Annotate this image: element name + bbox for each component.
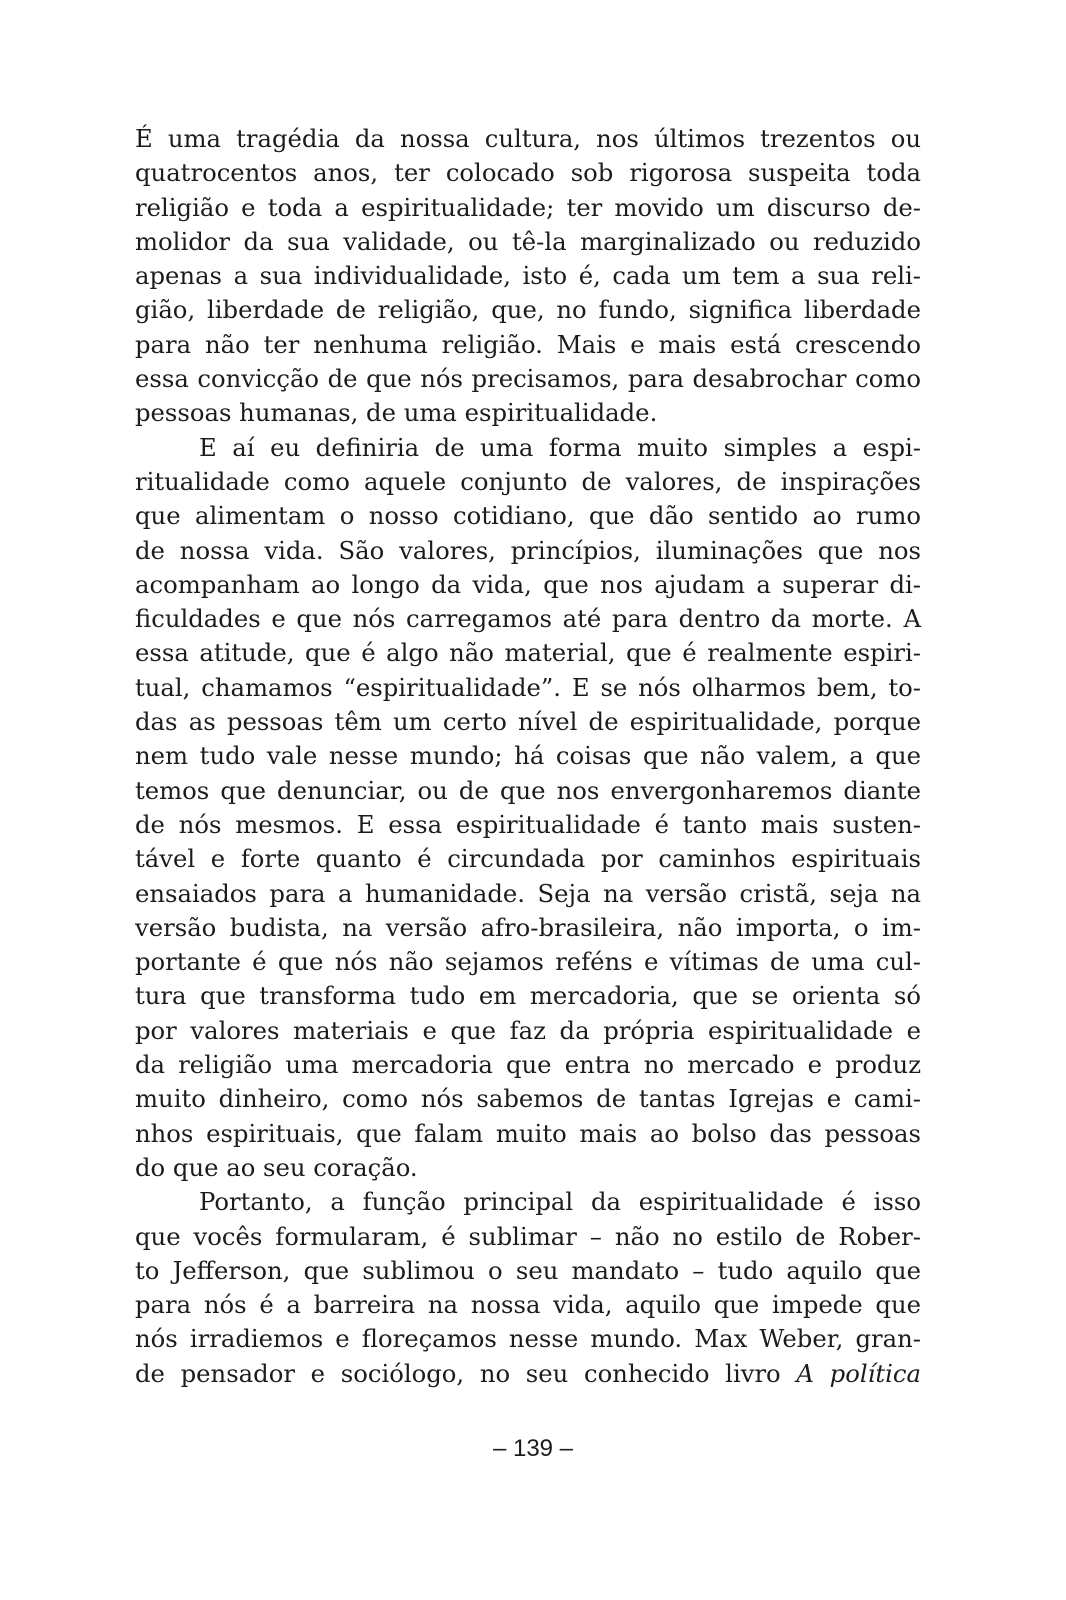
text-line: religião e toda a espiritualidade; ter movido um discurso de- bbox=[135, 192, 921, 222]
paragraph-3 bbox=[135, 1185, 921, 1391]
text-line: tual, chamamos “espiritualidade”. E se nós olharmos bem, to- bbox=[135, 672, 921, 702]
text-line: portante é que nós não sejamos reféns e vítimas de uma cul- bbox=[135, 947, 921, 977]
text-line: das as pessoas têm um certo nível de espiritualidade, porque bbox=[135, 707, 921, 737]
paragraph-2 bbox=[135, 431, 921, 1186]
text-line: que vocês formularam, é sublimar – não no estilo de Rober- bbox=[135, 1221, 921, 1251]
book-title-italic: A política bbox=[796, 1358, 921, 1388]
text-line: nem tudo vale nesse mundo; há coisas que não valem, a que bbox=[135, 741, 921, 771]
text-line: to Jefferson, que sublimou o seu mandato – tudo aquilo que bbox=[135, 1255, 921, 1285]
text-line: pessoas humanas, de uma espiritualidade. bbox=[135, 398, 658, 428]
text-line: ritualidade como aquele conjunto de valores, de inspirações bbox=[135, 466, 921, 496]
text-line: molidor da sua validade, ou tê-la marginalizado ou reduzido bbox=[135, 226, 921, 256]
text-line: tura que transforma tudo em mercadoria, que se orienta só bbox=[135, 981, 921, 1011]
text-line-final-roman: de pensador e sociólogo, no seu conhecido livro bbox=[135, 1358, 781, 1388]
text-line: muito dinheiro, como nós sabemos de tantas Igrejas e cami- bbox=[135, 1084, 921, 1114]
text-line: essa convicção de que nós precisamos, para desabrochar como bbox=[135, 364, 921, 394]
text-line: temos que denunciar, ou de que nos envergonharemos diante bbox=[135, 775, 921, 805]
text-line: por valores materiais e que faz da própria espiritualidade e bbox=[135, 1015, 921, 1045]
text-line: para não ter nenhuma religião. Mais e mais está crescendo bbox=[135, 329, 921, 359]
text-line: ensaiados para a humanidade. Seja na versão cristã, seja na bbox=[135, 878, 921, 908]
text-line: de nossa vida. São valores, princípios, iluminações que nos bbox=[135, 535, 921, 565]
text-line: nhos espirituais, que falam muito mais ao bolso das pessoas bbox=[135, 1118, 921, 1148]
text-line: apenas a sua individualidade, isto é, cada um tem a sua reli- bbox=[135, 261, 921, 291]
text-line: acompanham ao longo da vida, que nos ajudam a superar di- bbox=[135, 569, 921, 599]
text-line: E aí eu definiria de uma forma muito simples a espi- bbox=[199, 432, 921, 462]
text-line: quatrocentos anos, ter colocado sob rigorosa suspeita toda bbox=[135, 158, 921, 188]
text-line: É uma tragédia da nossa cultura, nos últimos trezentos ou bbox=[135, 124, 921, 153]
text-line: essa atitude, que é algo não material, que é realmente espiri- bbox=[135, 638, 921, 668]
text-line: para nós é a barreira na nossa vida, aquilo que impede que bbox=[135, 1290, 921, 1320]
paragraph-1 bbox=[135, 122, 921, 431]
text-line: de nós mesmos. E essa espiritualidade é tanto mais susten- bbox=[135, 809, 921, 839]
text-line: ficuldades e que nós carregamos até para dentro da morte. A bbox=[135, 604, 921, 634]
text-line: Portanto, a função principal da espiritualidade é isso bbox=[199, 1187, 921, 1217]
text-line: versão budista, na versão afro-brasileira, não importa, o im- bbox=[135, 912, 921, 942]
text-line: do que ao seu coração. bbox=[135, 1152, 418, 1182]
text-line: da religião uma mercadoria que entra no mercado e produz bbox=[135, 1050, 921, 1080]
text-line: tável e forte quanto é circundada por caminhos espirituais bbox=[135, 844, 921, 874]
text-line: nós irradiemos e floreçamos nesse mundo. Max Weber, gran- bbox=[135, 1324, 921, 1354]
text-line: gião, liberdade de religião, que, no fundo, significa liberdade bbox=[135, 295, 921, 325]
page-body bbox=[135, 122, 921, 1391]
page-number: – 139 – bbox=[492, 1435, 574, 1462]
text-line-final bbox=[135, 1357, 921, 1391]
text-line: que alimentam o nosso cotidiano, que dão sentido ao rumo bbox=[135, 501, 921, 531]
